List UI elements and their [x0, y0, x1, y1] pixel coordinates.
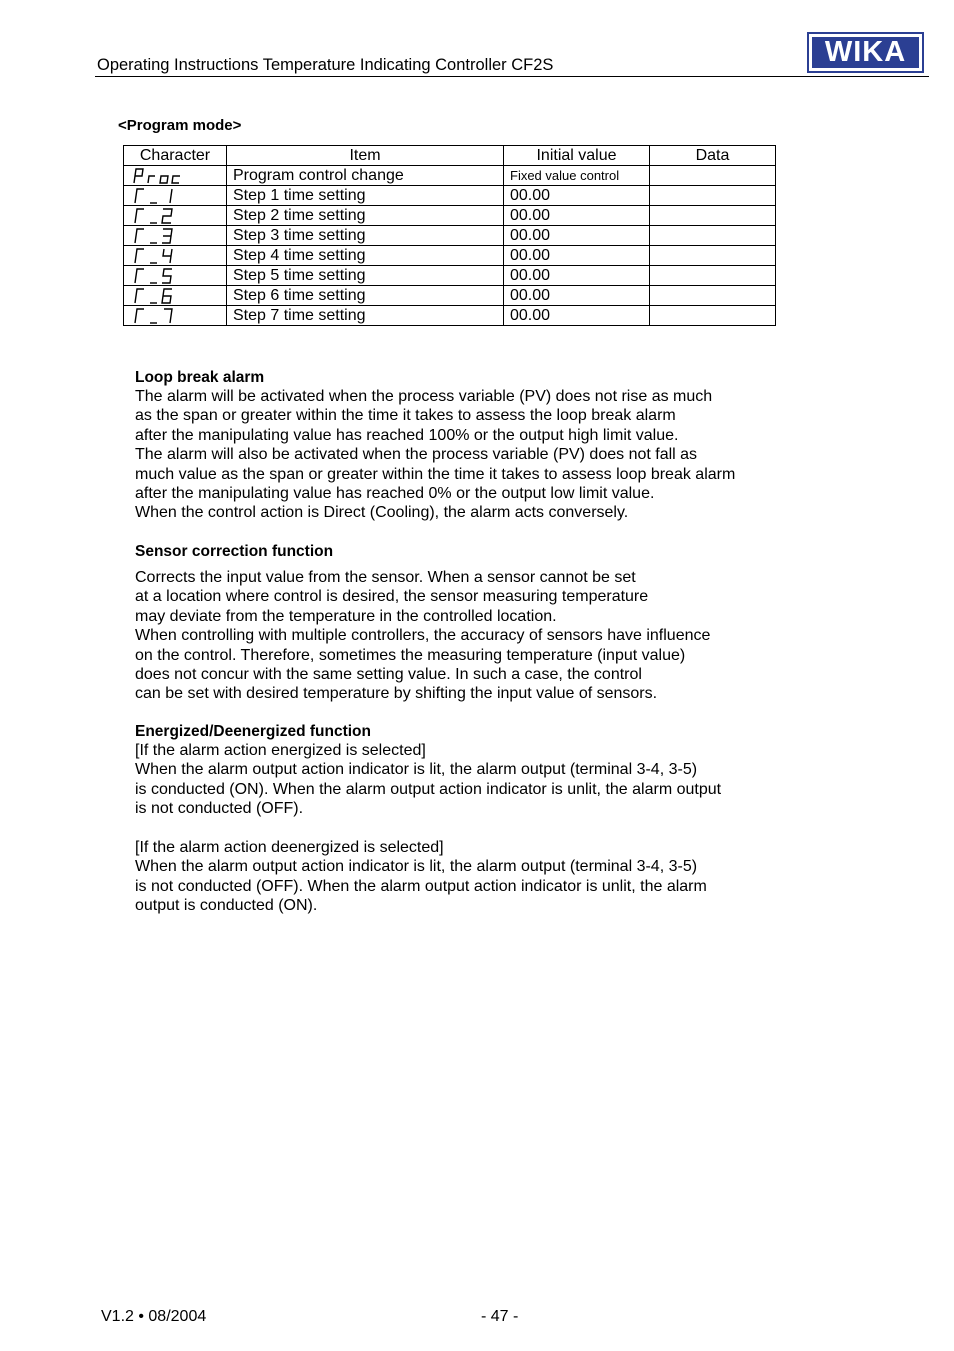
item-cell: Step 6 time setting [227, 286, 504, 306]
item-cell: Step 4 time setting [227, 246, 504, 266]
section-heading: Energized/Deenergized function [135, 723, 371, 740]
seven-segment-r6-icon [130, 286, 180, 305]
text-line: after the manipulating value has reached 0% or the output low limit value. [135, 485, 655, 503]
text-line: When the alarm output action indicator is lit, the alarm output (terminal 3-4, 3-5) [135, 761, 698, 779]
seven-segment-proc-icon [130, 166, 190, 185]
column-header: Item [227, 146, 504, 166]
text-line: is not conducted (OFF). When the alarm output action indicator is unlit, the alarm [135, 877, 707, 895]
energized-section [135, 722, 721, 916]
column-header: Character [124, 146, 227, 166]
item-cell: Step 5 time setting [227, 266, 504, 286]
initial-value-cell: Fixed value control [504, 166, 650, 186]
table-row [124, 266, 776, 286]
table-row [124, 166, 776, 186]
wika-logo [807, 32, 924, 73]
item-cell: Step 3 time setting [227, 226, 504, 246]
seven-segment-r2-icon [130, 206, 180, 225]
text-line: is conducted (ON). When the alarm output action indicator is unlit, the alarm output [135, 780, 722, 798]
initial-value-cell: 00.00 [504, 206, 650, 226]
seven-segment-r3-icon [130, 226, 180, 245]
data-cell [650, 286, 776, 306]
text-line: The alarm will also be activated when the process variable (PV) does not fall as [135, 446, 698, 464]
loop-break-section [135, 368, 735, 523]
initial-value-cell: 00.00 [504, 186, 650, 206]
data-cell [650, 266, 776, 286]
text-line: after the manipulating value has reached 100% or the output high limit value. [135, 426, 679, 444]
data-cell [650, 306, 776, 326]
initial-value-cell: 00.00 [504, 306, 650, 326]
text-line: on the control. Therefore, sometimes the measuring temperature (input value) [135, 646, 686, 664]
seven-segment-r1-icon [130, 186, 180, 205]
text-line: output is conducted (ON). [135, 897, 318, 915]
text-line: does not concur with the same setting value. In such a case, the control [135, 666, 642, 684]
text-line: When controlling with multiple controllers, the accuracy of sensors have influence [135, 627, 711, 645]
text-line: may deviate from the temperature in the controlled location. [135, 607, 557, 625]
text-line: The alarm will be activated when the process variable (PV) does not rise as much [135, 388, 713, 405]
segment-character-r5 [124, 266, 227, 286]
program-mode-table [123, 145, 776, 326]
section-label: <Program mode> [118, 117, 242, 134]
text-line: [If the alarm action deenergized is selected] [135, 839, 444, 857]
text-line: much value as the span or greater within the time it takes to assess loop break alarm [135, 465, 736, 483]
column-header: Initial value [504, 146, 650, 166]
item-cell: Program control change [227, 166, 504, 186]
table-row [124, 286, 776, 306]
item-cell: Step 7 time setting [227, 306, 504, 326]
data-cell [650, 206, 776, 226]
sensor-correction-section [135, 542, 710, 704]
initial-value-cell: 00.00 [504, 226, 650, 246]
column-header: Data [650, 146, 776, 166]
data-cell [650, 226, 776, 246]
page-number: - 47 - [481, 1308, 519, 1325]
seven-segment-r5-icon [130, 266, 180, 285]
segment-character-r1 [124, 186, 227, 206]
table-header-row [124, 146, 776, 166]
item-cell: Step 1 time setting [227, 186, 504, 206]
segment-character-r3 [124, 226, 227, 246]
text-line: at a location where control is desired, the sensor measuring temperature [135, 588, 649, 606]
table-row [124, 246, 776, 266]
table-row [124, 186, 776, 206]
text-line: can be set with desired temperature by shifting the input value of sensors. [135, 685, 658, 703]
text-line: as the span or greater within the time it takes to assess the loop break alarm [135, 407, 676, 425]
blank-line [135, 819, 721, 838]
logo-text: WIKA [812, 37, 919, 68]
item-cell: Step 2 time setting [227, 206, 504, 226]
segment-character-r4 [124, 246, 227, 266]
initial-value-cell: 00.00 [504, 286, 650, 306]
table-row [124, 206, 776, 226]
initial-value-cell: 00.00 [504, 246, 650, 266]
section-heading: Loop break alarm [135, 369, 265, 386]
text-line: When the alarm output action indicator is lit, the alarm output (terminal 3-4, 3-5) [135, 858, 698, 876]
segment-character-r7 [124, 306, 227, 326]
section-heading: Sensor correction function [135, 543, 334, 560]
footer-version: V1.2 • 08/2004 [101, 1308, 207, 1325]
data-cell [650, 246, 776, 266]
table-row [124, 306, 776, 326]
segment-character-proc [124, 166, 227, 186]
seven-segment-r4-icon [130, 246, 180, 265]
text-line: is not conducted (OFF). [135, 800, 304, 818]
segment-character-r2 [124, 206, 227, 226]
data-cell [650, 186, 776, 206]
table-row [124, 226, 776, 246]
header-divider [95, 76, 929, 77]
seven-segment-r7-icon [130, 306, 180, 325]
document-title: Operating Instructions Temperature Indicating Controller CF2S [97, 56, 554, 74]
text-line: Corrects the input value from the sensor. When a sensor cannot be set [135, 569, 636, 586]
data-cell [650, 166, 776, 186]
text-line: [If the alarm action energized is selected] [135, 742, 426, 759]
segment-character-r6 [124, 286, 227, 306]
initial-value-cell: 00.00 [504, 266, 650, 286]
text-line: When the control action is Direct (Cooling), the alarm acts conversely. [135, 504, 629, 522]
